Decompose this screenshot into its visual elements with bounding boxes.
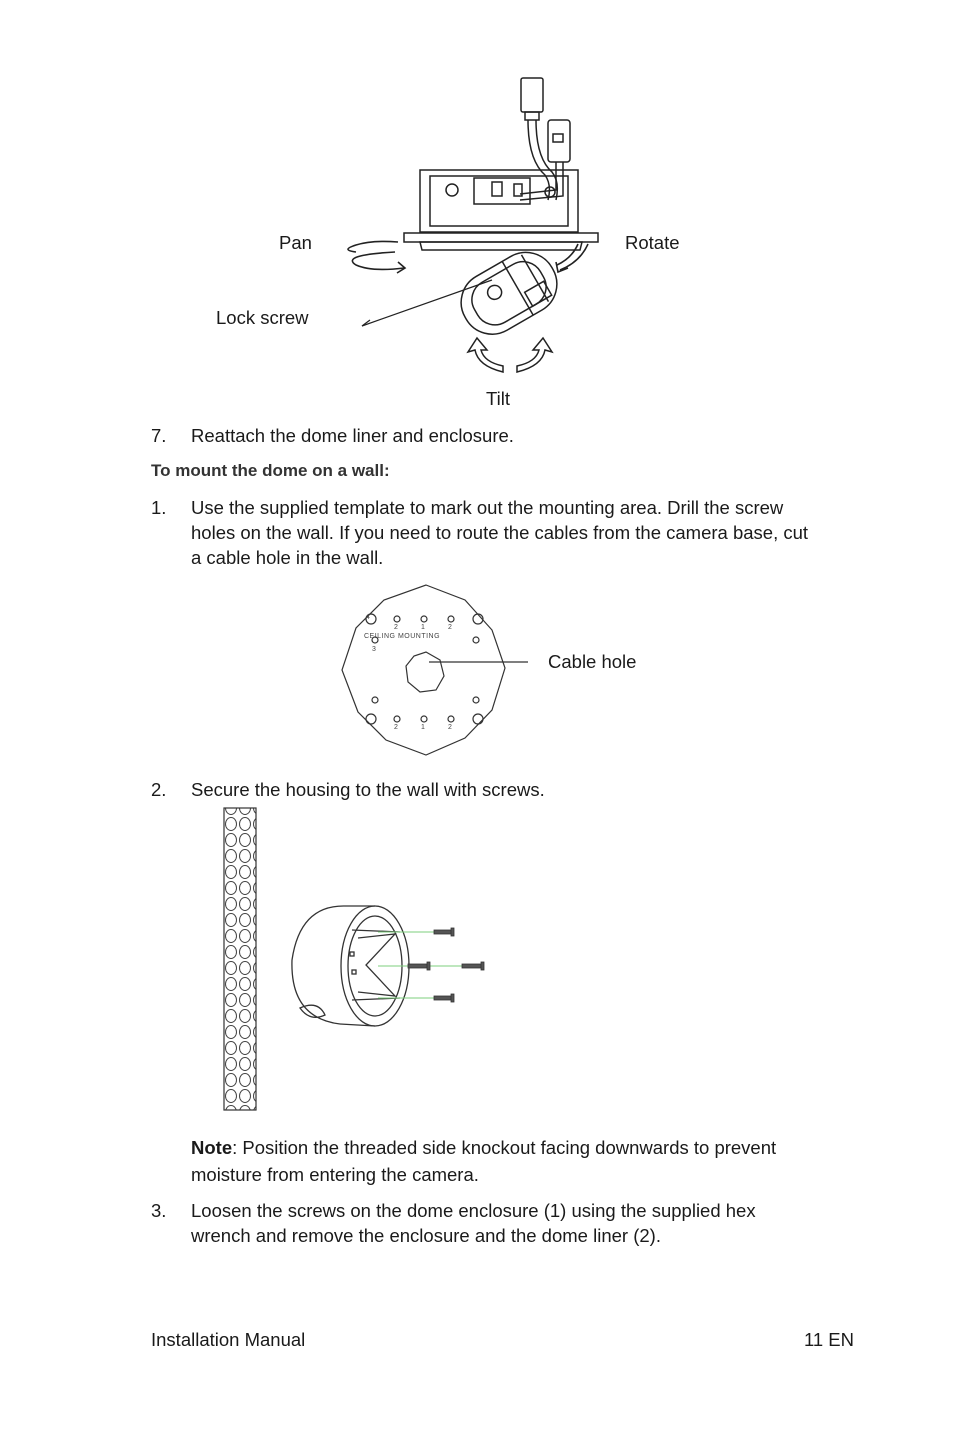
template-mark: 2 <box>448 724 452 731</box>
step-1-line-1: Use the supplied template to mark out the mounting area. Drill the screw <box>191 497 784 518</box>
step-2-number: 2. <box>151 779 167 800</box>
note <box>191 1134 856 1188</box>
step-3-line-2: wrench and remove the enclosure and the dome liner (2). <box>191 1225 661 1246</box>
note-text-1: : Position the threaded side knockout facing downwards to prevent <box>232 1137 777 1158</box>
template-mark: 1 <box>421 624 425 631</box>
step-3-text <box>191 1198 856 1248</box>
lock-screw-label: Lock screw <box>216 307 309 328</box>
pan-label: Pan <box>279 232 312 253</box>
footer-title: Installation Manual <box>151 1329 306 1350</box>
note-line-1 <box>191 1134 856 1161</box>
template-mark: 2 <box>394 624 398 631</box>
step-1-line-2: holes on the wall. If you need to route the cables from the camera base, cut <box>191 522 809 543</box>
template-mark: 1 <box>421 724 425 731</box>
note-line-2: moisture from entering the camera. <box>191 1164 479 1185</box>
cable-hole-label: Cable hole <box>548 651 637 672</box>
step-3-line-1: Loosen the screws on the dome enclosure (1) using the supplied hex <box>191 1200 756 1221</box>
template-mark: 2 <box>394 724 398 731</box>
step-3-number: 3. <box>151 1200 167 1221</box>
step-1-line-3: a cable hole in the wall. <box>191 547 384 568</box>
template-mark: 4 <box>366 614 370 621</box>
template-mark: 3 <box>372 646 376 653</box>
template-text: CEILING MOUNTING <box>364 633 441 640</box>
template-mark: 2 <box>448 624 452 631</box>
screws <box>378 928 484 1002</box>
rotate-label: Rotate <box>625 232 680 253</box>
wall-mount-heading: To mount the dome on a wall: <box>151 461 390 480</box>
page-number: 11 EN <box>803 1329 854 1350</box>
note-label: Note <box>191 1137 233 1158</box>
step-7-number: 7. <box>151 425 167 446</box>
tilt-label: Tilt <box>486 388 510 409</box>
step-1-number: 1. <box>151 497 167 518</box>
step-2-text: Secure the housing to the wall with screws. <box>191 779 545 800</box>
wall-section <box>224 808 256 1110</box>
step-7-text: Reattach the dome liner and enclosure. <box>191 425 514 446</box>
